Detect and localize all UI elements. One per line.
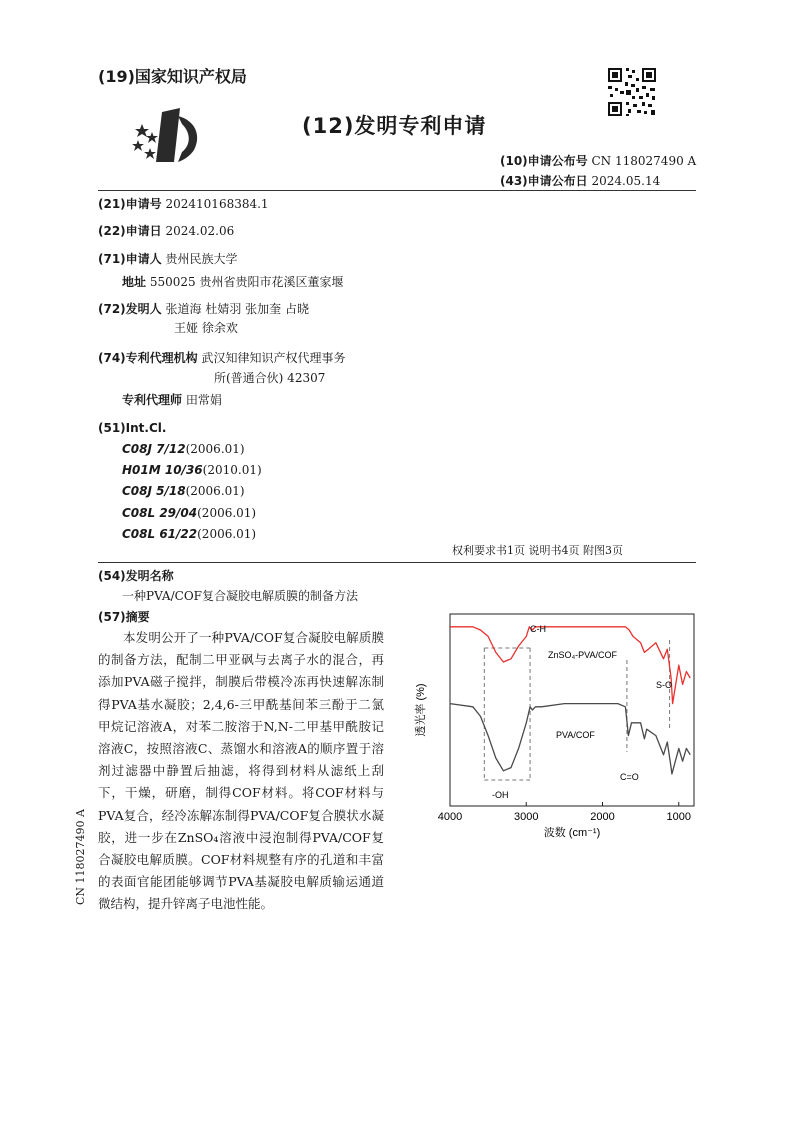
ipc-version: (2010.01) (202, 463, 262, 477)
application-number (98, 196, 269, 212)
int-cl-label-text: (51)Int.Cl. (98, 421, 167, 435)
ipc-code: C08L 61/22 (122, 527, 198, 541)
x-tick-label: 4000 (437, 811, 463, 823)
logo-star-2 (146, 132, 158, 143)
patent-agency-label: (74)专利代理机构 (98, 351, 198, 365)
applicant-label: (71)申请人 (98, 252, 162, 266)
series-line-znso4-pva-cof (450, 627, 690, 704)
patent-agency-line-1: 武汉知律知识产权代理事务 (201, 351, 346, 365)
ftir-chart (410, 612, 700, 844)
inventors-label: (72)发明人 (98, 302, 162, 316)
invention-name-value: 一种PVA/COF复合凝胶电解质膜的制备方法 (122, 589, 358, 603)
ipc-entry (122, 442, 245, 456)
peak-guides (484, 640, 669, 780)
abstract-label-text: (57)摘要 (98, 610, 150, 624)
application-number-label: (21)申请号 (98, 197, 162, 211)
application-number-value: 202410168384.1 (165, 197, 269, 211)
annotation-oh: -OH (492, 790, 509, 800)
applicant (98, 251, 238, 267)
annotation-so: S-O (656, 680, 673, 690)
application-date-label: (22)申请日 (98, 224, 162, 238)
ipc-code: H01M 10/36 (122, 463, 203, 477)
publication-number-value: CN 118027490 A (591, 154, 697, 168)
ipc-version: (2006.01) (197, 527, 257, 541)
ipc-version: (2006.01) (197, 506, 257, 520)
x-axis-label: 波数 (cm⁻¹) (543, 827, 601, 839)
annotation-ch: C-H (530, 624, 546, 634)
applicant-value: 贵州民族大学 (165, 252, 238, 266)
logo-star-4 (144, 148, 156, 159)
qr-code-icon (606, 66, 658, 118)
publication-number-row (500, 152, 696, 169)
ipc-code: C08J 5/18 (122, 484, 186, 498)
logo-stroke-curve (178, 116, 197, 162)
application-date (98, 223, 234, 239)
document-type: (12)发明专利申请 (302, 114, 487, 138)
invention-name-label (98, 568, 174, 584)
x-tick-label: 1000 (666, 811, 691, 823)
inventors (98, 301, 309, 317)
legend-series-1: ZnSO₄-PVA/COF (548, 650, 618, 660)
ipc-version: (2006.01) (185, 484, 245, 498)
ipc-entry (122, 484, 245, 498)
abstract-label (98, 609, 150, 625)
publication-date-label: (43)申请公布日 (500, 174, 588, 188)
invention-name-label-text: (54)发明名称 (98, 569, 174, 583)
x-tick-label: 3000 (514, 811, 539, 823)
abstract-text: 本发明公开了一种PVA/COF复合凝胶电解质膜的制备方法，配制二甲亚砜与去离子水的混合，再添加PVA磁子搅拌，制膜后带模冷冻再快速解冻制得PVA基水凝胶；2,4,6-三甲酰基间苯三酚于二氯甲烷记溶液A，对苯二胺溶于N,N-二甲基甲酰胺记溶液C，按照溶液C、蒸馏水和溶液A的顺序置于溶剂过滤器中静置后抽滤，将得到材料从滤纸上刮下，干燥，研磨，制得COF材料。将COF材料与PVA复合，经冷冻解冻制得PVA/COF复合膜状水凝胶，进一步在ZnSO₄溶液中浸泡制得PVA/COF复合凝胶电解质膜。COF材料规整有序的孔道和丰富的表面官能团能够调节PVA基凝胶电解质输运通道微结构，提升锌离子电池性能。 (98, 630, 384, 912)
cnipa-logo (128, 106, 208, 166)
side-publication-number: CN 118027490 A (74, 809, 87, 905)
office-name: (19)国家知识产权局 (98, 67, 247, 86)
inventors-line-2: 王娅 徐余欢 (174, 321, 238, 335)
publication-number-label: (10)申请公布号 (500, 154, 588, 168)
legend-series-2: PVA/COF (556, 730, 595, 740)
x-tick-label: 2000 (590, 811, 615, 823)
patent-agent-label: 专利代理师 (122, 393, 183, 407)
ipc-entry (122, 463, 262, 477)
spectra (450, 627, 690, 774)
inventors-line-1: 张道海 杜婧羽 张加奎 占晓 (165, 302, 309, 316)
address (122, 274, 343, 290)
patent-agency-line-2: 所(普通合伙) 42307 (214, 371, 326, 385)
page-counts: 权利要求书1页 说明书4页 附图3页 (452, 544, 623, 557)
header-divider (98, 190, 696, 191)
ipc-code: C08J 7/12 (122, 442, 186, 456)
ipc-entry (122, 527, 256, 541)
address-label: 地址 (122, 275, 147, 289)
logo-star-3 (132, 140, 144, 151)
publication-date-value: 2024.05.14 (591, 174, 661, 188)
application-date-value: 2024.02.06 (165, 224, 235, 238)
x-ticks (438, 802, 691, 823)
abstract-divider (98, 562, 696, 563)
plot-frame (450, 614, 694, 806)
address-value: 550025 贵州省贵阳市花溪区董家堰 (149, 275, 344, 289)
ipc-version: (2006.01) (185, 442, 245, 456)
logo-stroke-main (156, 108, 180, 162)
logo-star-1 (135, 124, 149, 137)
y-axis-label: 透光率 (%) (415, 683, 427, 737)
patent-agent-value: 田常娟 (185, 393, 222, 407)
patent-agent (122, 392, 222, 408)
ipc-code: C08L 29/04 (122, 506, 198, 520)
patent-agency (98, 350, 346, 366)
int-cl-label (98, 420, 166, 436)
ipc-entry (122, 506, 256, 520)
annotation-co: C=O (620, 772, 639, 782)
publication-date-row (500, 172, 660, 189)
